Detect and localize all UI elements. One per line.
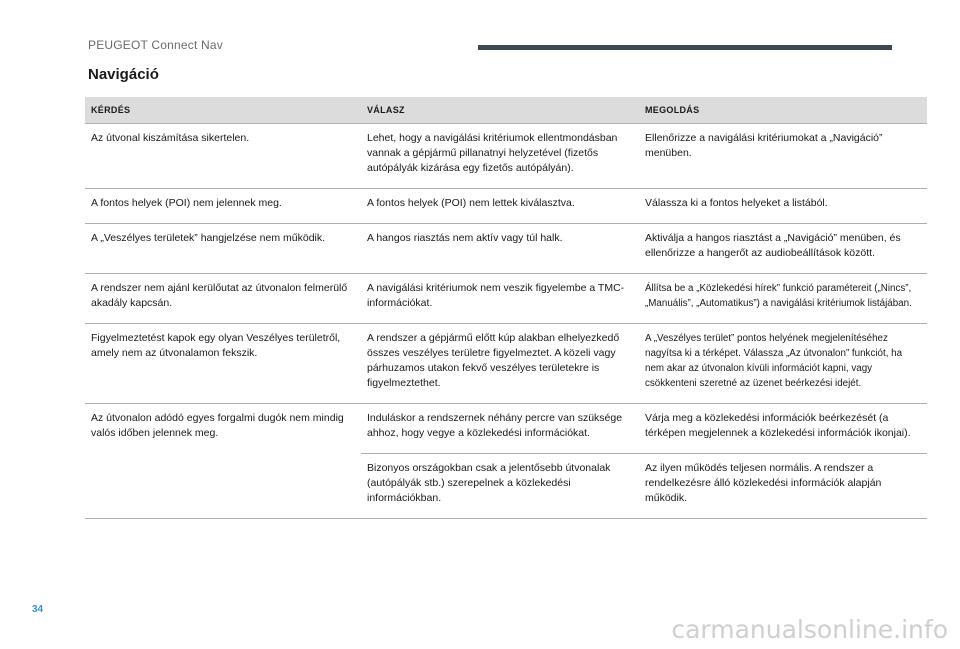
table-row (85, 324, 927, 404)
table-row (85, 224, 927, 274)
solution-cell: Aktiválja a hangos riasztást a „Navigáció” menüben, és ellenőrizze a hangerőt az audiobeállítások között. (639, 224, 927, 274)
page-number: 34 (32, 604, 44, 615)
question-cell: Az útvonal kiszámítása sikertelen. (85, 124, 361, 189)
solution-cell: Válassza ki a fontos helyeket a listából. (639, 189, 927, 224)
table-row (85, 274, 927, 324)
solution-cell: Állítsa be a „Közlekedési hírek” funkció paramétereit („Nincs”, „Manuális”, „Automatikus”) a navigálási kritériumok listájában. (639, 274, 927, 324)
answer-cell: A hangos riasztás nem aktív vagy túl halk. (361, 224, 639, 274)
question-cell: Az útvonalon adódó egyes forgalmi dugók nem mindig valós időben jelennek meg. (85, 404, 361, 519)
header-bar (478, 45, 892, 50)
solution-cell: A „Veszélyes terület” pontos helyének megjelenítéséhez nagyítsa ki a térképet. Válassza „Az útvonalon” funkciót, ha nem akar az útvonalon kívüli információt kapni, vagy csökkenteni szeretné az üzenet beérkezési idejét. (639, 324, 927, 404)
answer-cell: Lehet, hogy a navigálási kritériumok ellentmondásban vannak a gépjármű pillanatnyi helyzetével (fizetős autópályák kizárása egy fizetős autópályán). (361, 124, 639, 189)
question-cell: A „Veszélyes területek” hangjelzése nem működik. (85, 224, 361, 274)
answer-cell: Bizonyos országokban csak a jelentősebb útvonalak (autópályák stb.) szerepelnek a közlekedési információkban. (361, 454, 639, 519)
solution-cell: Ellenőrizze a navigálási kritériumokat a „Navigáció” menüben. (639, 124, 927, 189)
table-row (85, 404, 927, 454)
solution-cell: Az ilyen működés teljesen normális. A rendszer a rendelkezésre álló közlekedési információk alapján működik. (639, 454, 927, 519)
question-cell: Figyelmeztetést kapok egy olyan Veszélyes területről, amely nem az útvonalamon fekszik. (85, 324, 361, 404)
column-header-solution: MEGOLDÁS (639, 97, 927, 124)
brand-header: PEUGEOT Connect Nav (88, 38, 223, 52)
answer-cell: Induláskor a rendszernek néhány percre van szüksége ahhoz, hogy vegye a közlekedési információkat. (361, 404, 639, 454)
faq-table (85, 97, 927, 519)
answer-cell: A rendszer a gépjármű előtt kúp alakban elhelyezkedő összes veszélyes területre figyelmeztet. A közeli vagy párhuzamos utakon fekvő veszélyes területekre is figyelmeztethet. (361, 324, 639, 404)
section-title: Navigáció (88, 66, 159, 83)
answer-cell: A fontos helyek (POI) nem lettek kiválasztva. (361, 189, 639, 224)
table-row (85, 189, 927, 224)
answer-cell: A navigálási kritériumok nem veszik figyelembe a TMC-információkat. (361, 274, 639, 324)
solution-cell: Várja meg a közlekedési információk beérkezését (a térképen megjelennek a közlekedési információk ikonjai). (639, 404, 927, 454)
column-header-answer: VÁLASZ (361, 97, 639, 124)
table-row (85, 124, 927, 189)
table-header-row (85, 97, 927, 124)
column-header-question: KÉRDÉS (85, 97, 361, 124)
question-cell: A rendszer nem ajánl kerülőutat az útvonalon felmerülő akadály kapcsán. (85, 274, 361, 324)
watermark: carmanualsonline.info (671, 615, 948, 644)
question-cell: A fontos helyek (POI) nem jelennek meg. (85, 189, 361, 224)
